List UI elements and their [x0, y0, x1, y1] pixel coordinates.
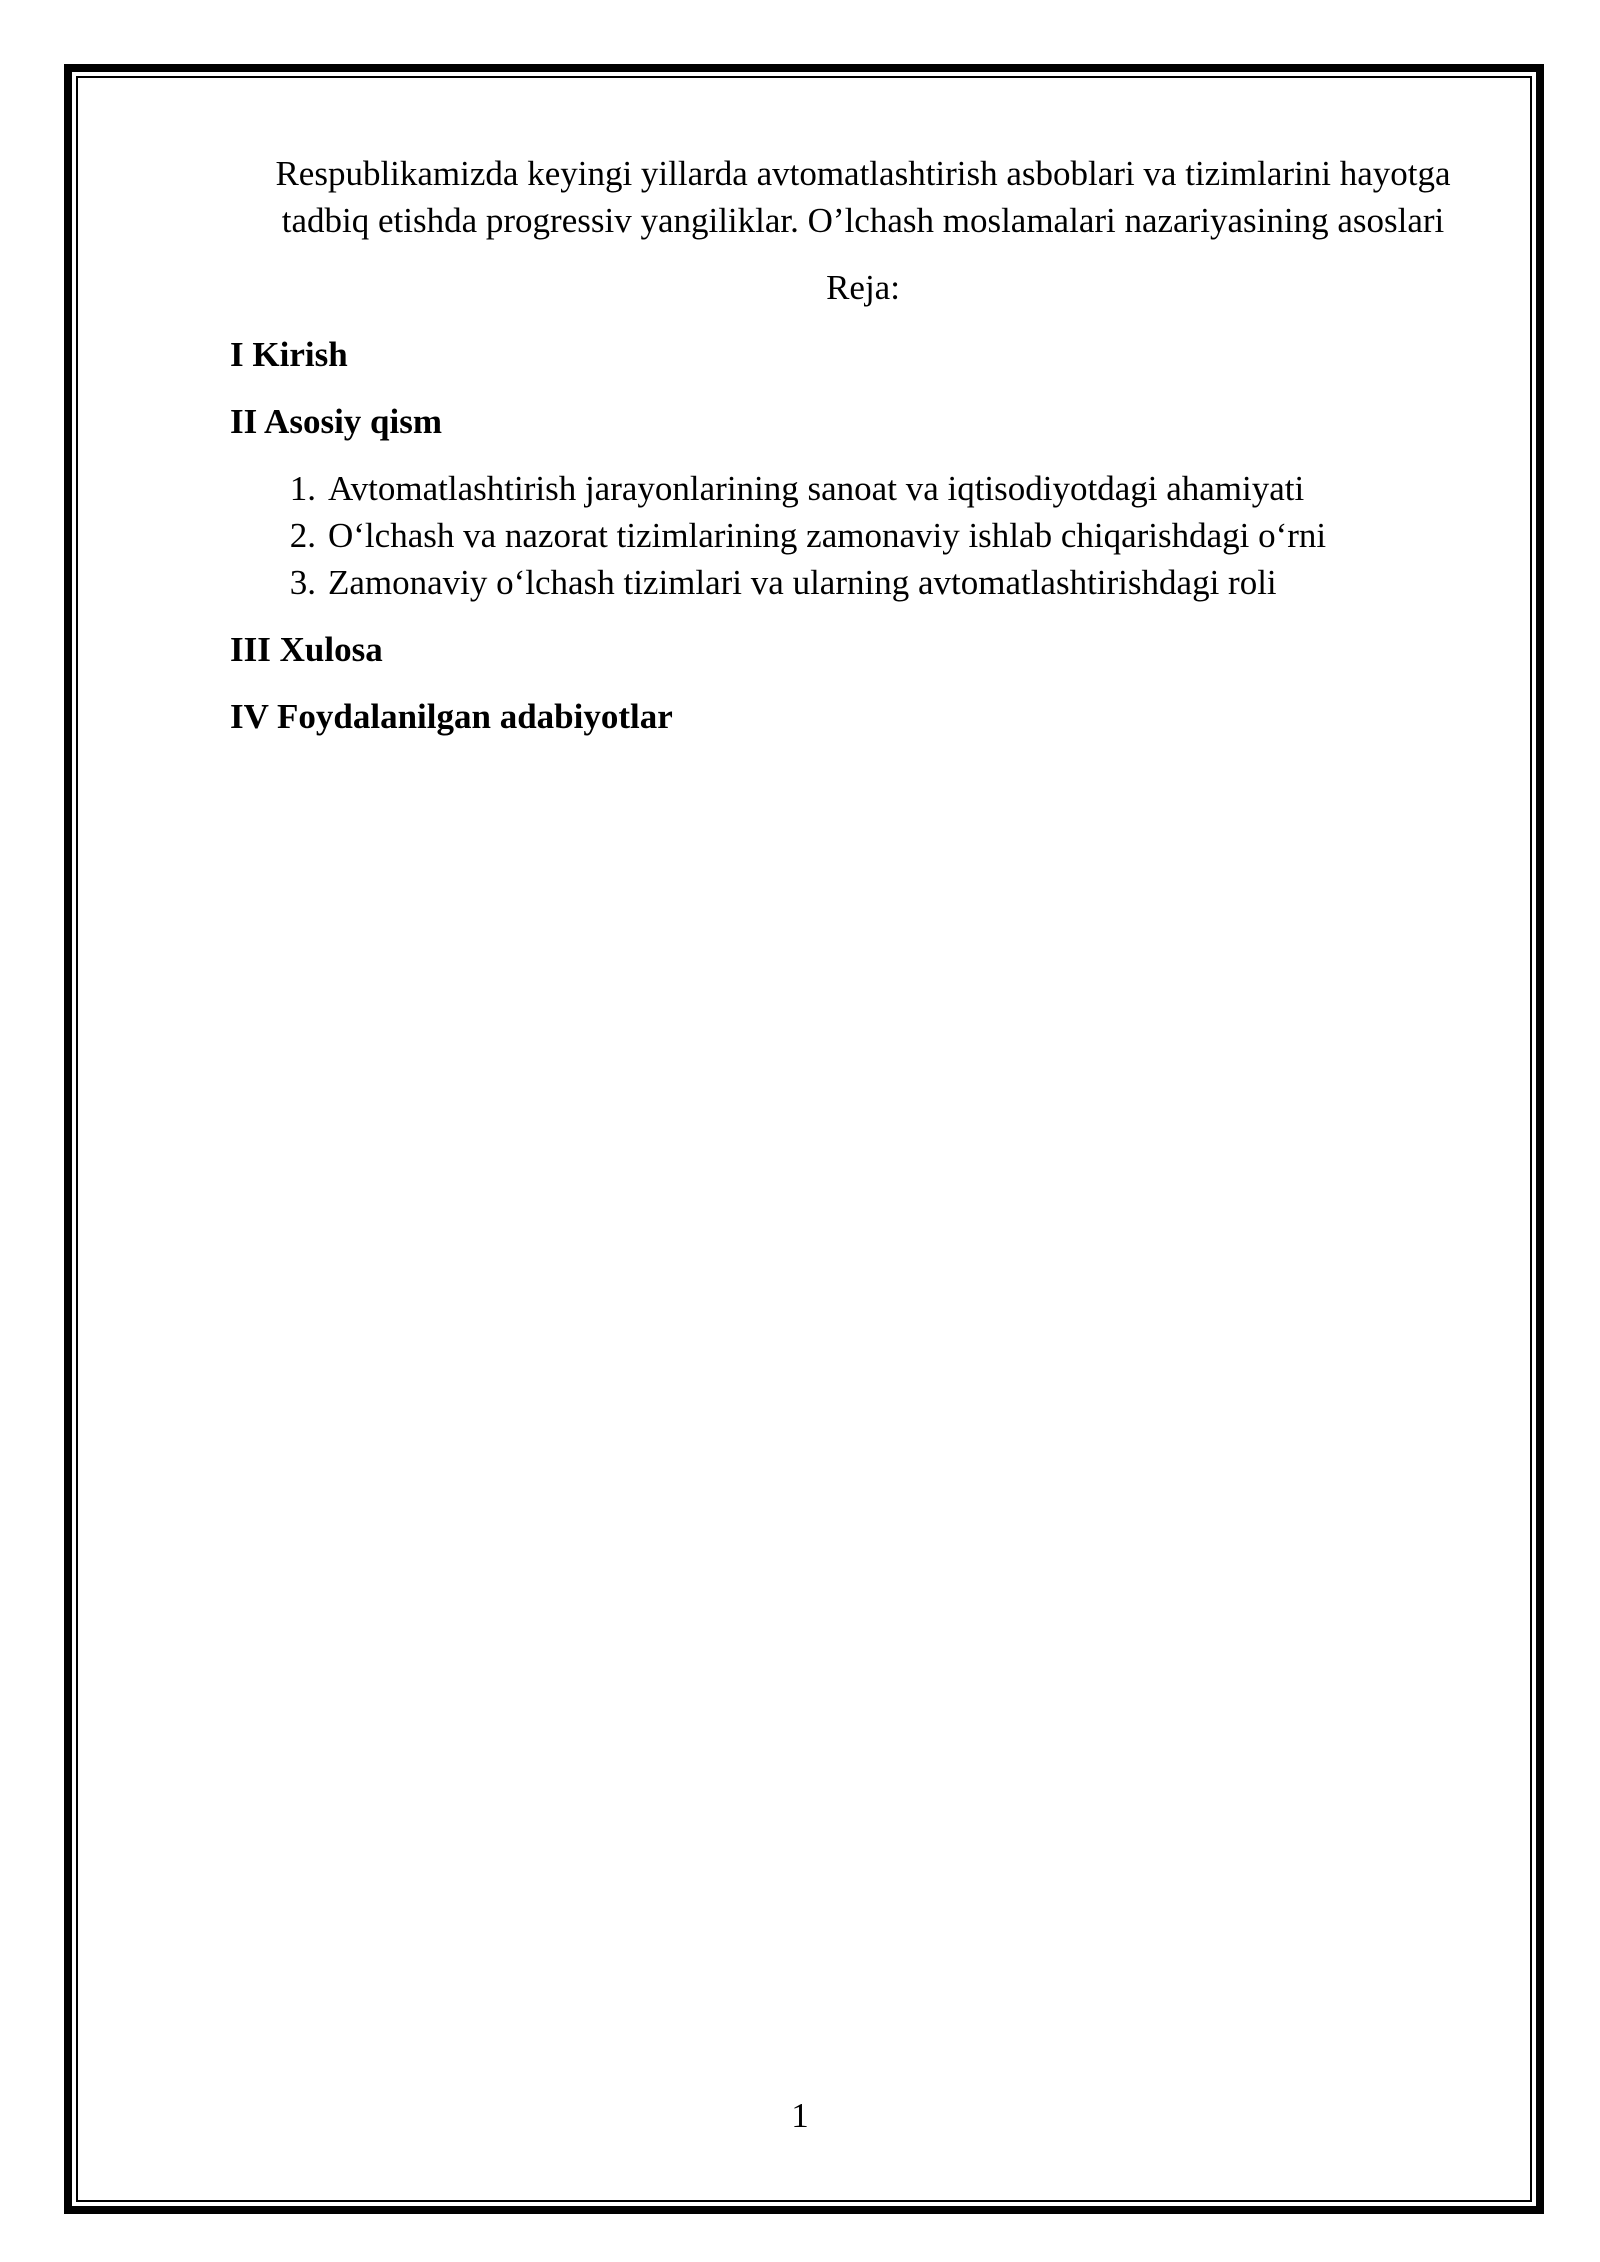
section-conclusion: III Xulosa — [230, 630, 383, 669]
list-item-text: O‘lchash va nazorat tizimlarining zamonaviy ishlab chiqarishdagi o‘rni — [328, 516, 1327, 555]
document-title: Respublikamizda keyingi yillarda avtomatlashtirish asboblari va tizimlarini hayotga tadbiq etishda progressiv yangiliklar. O’lchash moslamalari nazariyasining asoslari — [275, 154, 1451, 240]
list-item-number: 2. — [289, 516, 316, 555]
plan-heading: Reja: — [826, 268, 900, 307]
page-number: 1 — [791, 2096, 809, 2135]
section-intro: I Kirish — [230, 335, 348, 374]
list-item — [230, 512, 1496, 559]
document-body — [230, 150, 1496, 740]
section-references: IV Foydalanilgan adabiyotlar — [230, 697, 673, 736]
list-item-text: Avtomatlashtirish jarayonlarining sanoat va iqtisodiyotdagi ahamiyati — [328, 469, 1305, 508]
list-item — [230, 465, 1496, 512]
list-item-number: 3. — [289, 563, 316, 602]
list-item — [230, 559, 1496, 606]
list-item-text: Zamonaviy o‘lchash tizimlari va ularning avtomatlashtirishdagi roli — [328, 563, 1277, 602]
list-item-number: 1. — [289, 469, 316, 508]
main-part-list — [230, 465, 1496, 606]
section-main: II Asosiy qism — [230, 402, 443, 441]
